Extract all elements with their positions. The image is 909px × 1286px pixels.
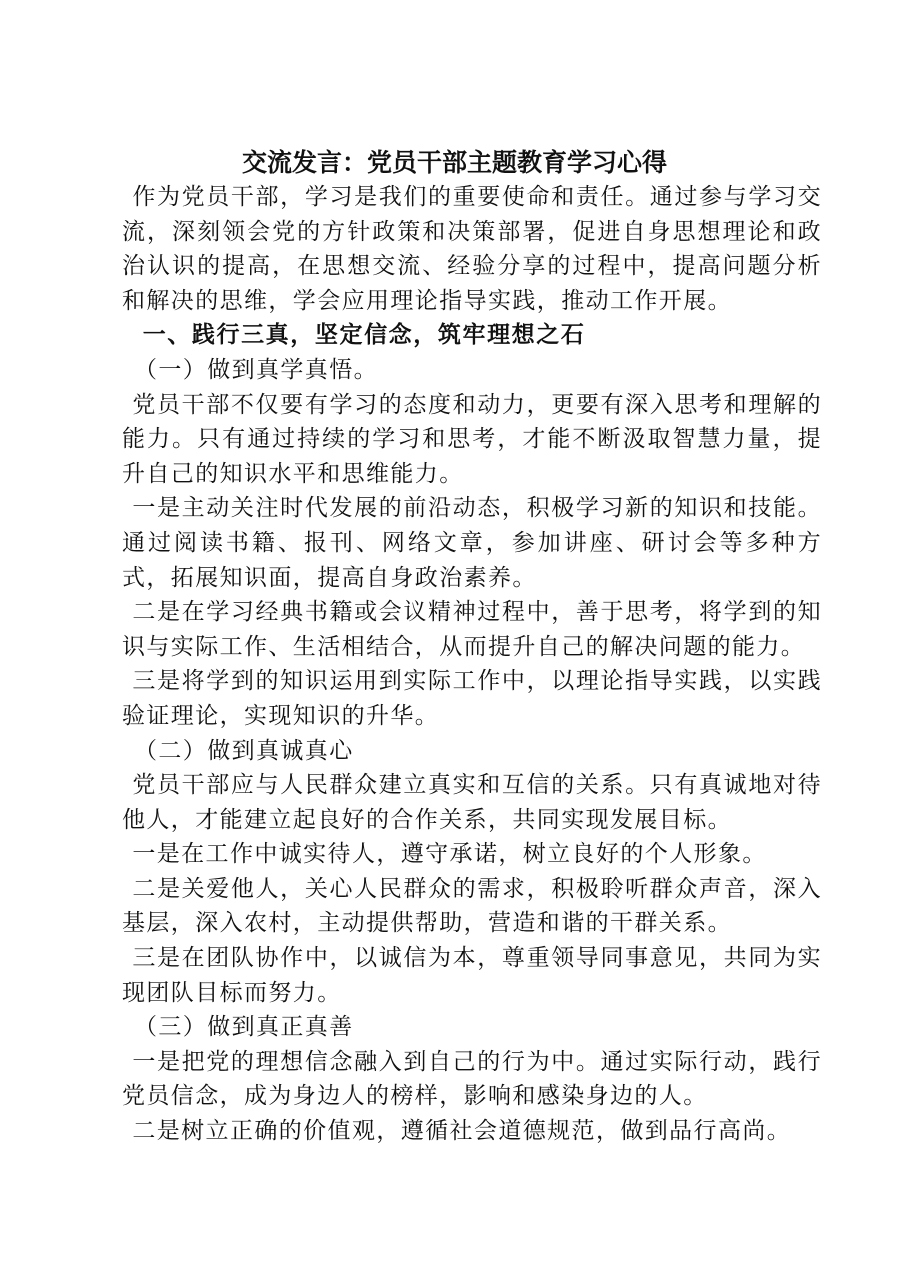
intro-paragraph: 作为党员干部，学习是我们的重要使命和责任。通过参与学习交流，深刻领会党的方针政策和决策部署，促进自身思想理论和政治认识的提高，在思想交流、经验分享的过程中，提高问题分析和解决的思维，学会应用理论指导实践，推动工作开展。 (122, 184, 822, 314)
paragraph-goodness-point-2: 二是树立正确的价值观，遵循社会道德规范，做到品行高尚。 (132, 1118, 792, 1145)
paragraph-sincerity-point-1: 一是在工作中诚实待人，遵守承诺，树立良好的个人形象。 (132, 841, 767, 868)
paragraph-study-ability: 党员干部不仅要有学习的态度和动力，更要有深入思考和理解的能力。只有通过持续的学习和思考，才能不断汲取智慧力量，提升自己的知识水平和思维能力。 (122, 391, 822, 487)
subsection-heading-2: （二）做到真诚真心 (134, 737, 354, 764)
paragraph-study-point-2: 二是在学习经典书籍或会议精神过程中，善于思考，将学到的知识与实际工作、生活相结合，从而提升自己的解决问题的能力。 (122, 599, 822, 660)
subsection-heading-1: （一）做到真学真悟。 (134, 356, 378, 383)
document-title: 交流发言：党员干部主题教育学习心得 (241, 148, 667, 177)
paragraph-sincerity-point-3: 三是在团队协作中，以诚信为本，尊重领导同事意见，共同为实现团队目标而努力。 (122, 945, 822, 1006)
paragraph-study-point-3: 三是将学到的知识运用到实际工作中，以理论指导实践，以实践验证理论，实现知识的升华。 (122, 668, 822, 729)
document-body (122, 180, 822, 1149)
paragraph-study-point-1: 一是主动关注时代发展的前沿动态，积极学习新的知识和技能。通过阅读书籍、报刊、网络文章，参加讲座、研讨会等多种方式，拓展知识面，提高自身政治素养。 (122, 495, 822, 591)
section-heading-1: 一、践行三真，坚定信念，筑牢理想之石 (142, 321, 586, 349)
paragraph-goodness-point-1: 一是把党的理想信念融入到自己的行为中。通过实际行动，践行党员信念，成为身边人的榜样，影响和感染身边的人。 (122, 1048, 822, 1110)
paragraph-sincerity: 党员干部应与人民群众建立真实和互信的关系。只有真诚地对待他人，才能建立起良好的合作关系，共同实现发展目标。 (122, 772, 822, 833)
paragraph-sincerity-point-2: 二是关爱他人，关心人民群众的需求，积极聆听群众声音，深入基层，深入农村，主动提供帮助，营造和谐的干群关系。 (122, 875, 822, 937)
subsection-heading-3: （三）做到真正真善 (134, 1014, 354, 1041)
